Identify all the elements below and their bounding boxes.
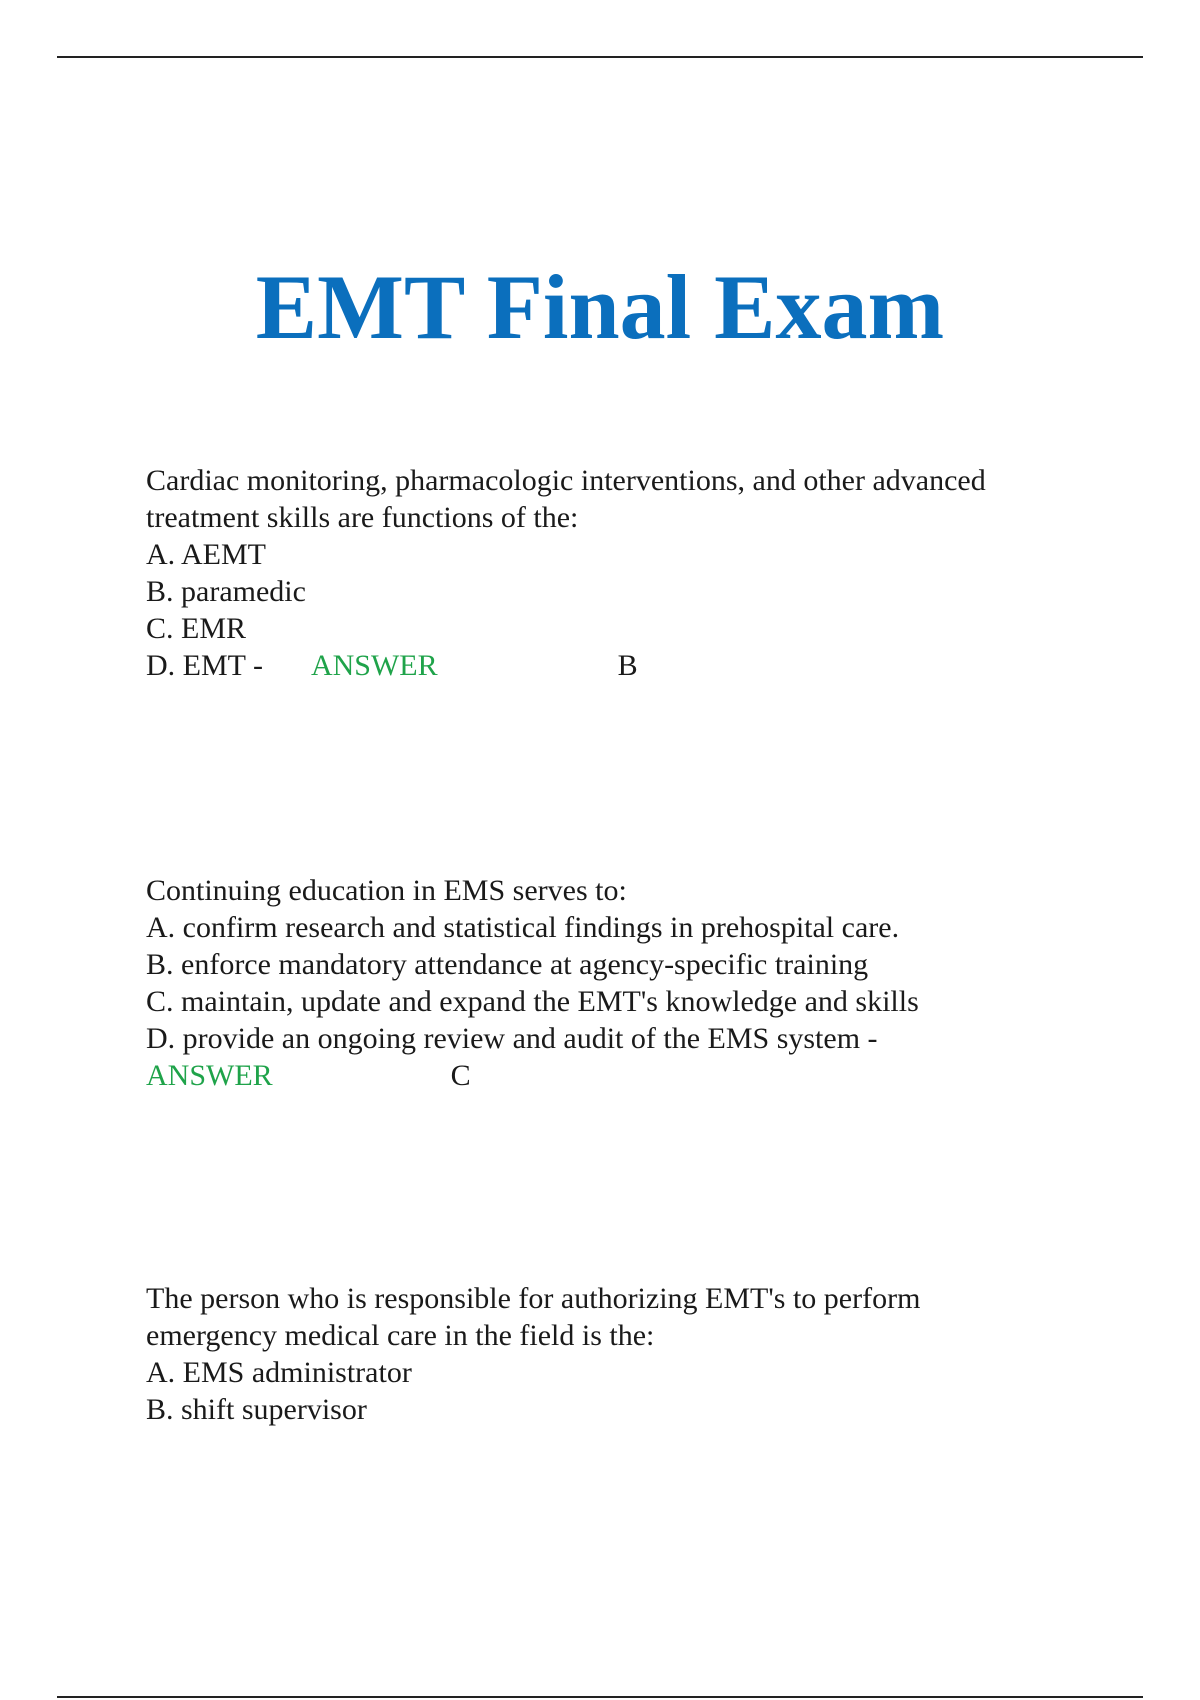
- answer-label: ANSWER: [146, 1059, 273, 1092]
- question-1: [146, 462, 1106, 684]
- answer-value: B: [617, 649, 638, 682]
- answer-option-last: [146, 647, 1106, 684]
- answer-option-text: D. EMT -: [146, 649, 263, 682]
- question-stem-line: Cardiac monitoring, pharmacologic interventions, and other advanced: [146, 464, 986, 497]
- answer-option: A. confirm research and statistical findings in prehospital care.: [146, 911, 900, 944]
- answer-option: A. EMS administrator: [146, 1356, 412, 1389]
- answer-option: C. maintain, update and expand the EMT's knowledge and skills: [146, 985, 919, 1018]
- answer-label: ANSWER: [310, 649, 438, 682]
- answer-option: C. EMR: [146, 612, 247, 645]
- answer-line: [146, 1057, 1106, 1094]
- question-stem-line: treatment skills are functions of the:: [146, 501, 579, 534]
- answer-value: C: [450, 1059, 471, 1092]
- question-2: [146, 872, 1106, 1094]
- answer-option: B. shift supervisor: [146, 1393, 367, 1426]
- question-3: [146, 1280, 1106, 1428]
- answer-option: A. AEMT: [146, 538, 266, 571]
- bottom-rule: [57, 1696, 1143, 1698]
- top-rule: [57, 56, 1143, 58]
- answer-option-last: D. provide an ongoing review and audit of the EMS system -: [146, 1022, 878, 1055]
- question-stem-line: Continuing education in EMS serves to:: [146, 874, 627, 907]
- question-stem-line: emergency medical care in the field is the:: [146, 1319, 655, 1352]
- page-title: EMT Final Exam: [255, 256, 945, 358]
- answer-option: B. enforce mandatory attendance at agency-specific training: [146, 948, 869, 981]
- question-stem-line: The person who is responsible for authorizing EMT's to perform: [146, 1282, 921, 1315]
- answer-option: B. paramedic: [146, 575, 306, 608]
